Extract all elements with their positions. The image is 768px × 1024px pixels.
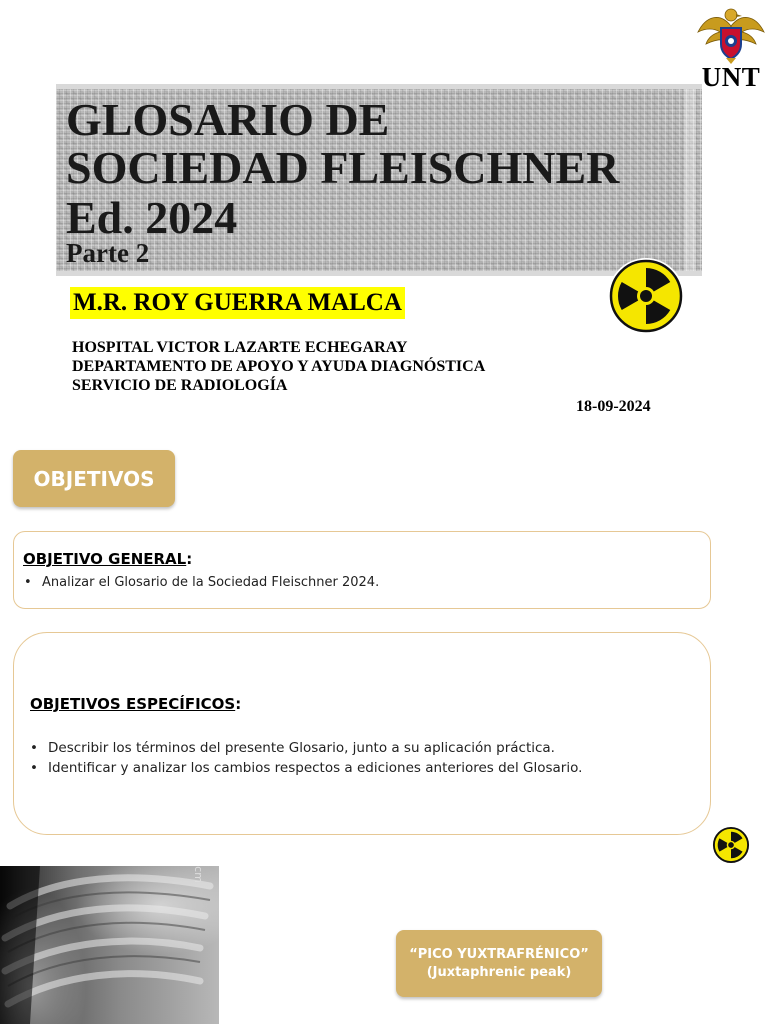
- specific-heading-suffix: :: [235, 695, 242, 713]
- general-objective-list: [22, 575, 379, 590]
- title-line-2: SOCIEDAD FLEISCHNER: [66, 142, 620, 193]
- institution-line-3: SERVICIO DE RADIOLOGÍA: [72, 377, 288, 394]
- objectives-button-label: OBJETIVOS: [33, 466, 155, 491]
- list-item: • Analizar el Glosario de la Sociedad Fleischner 2024.: [22, 575, 379, 590]
- chest-xray-image: [0, 866, 219, 1024]
- institution-block: [72, 338, 485, 395]
- specific-objectives-heading: [30, 695, 241, 713]
- institution-line-1: HOSPITAL VICTOR LAZARTE ECHEGARAY: [72, 339, 408, 356]
- objectives-button[interactable]: [13, 450, 175, 507]
- general-heading-suffix: :: [186, 550, 193, 568]
- title-band: [56, 84, 702, 276]
- author-name: M.R. ROY GUERRA MALCA: [70, 287, 405, 319]
- unt-logo: [696, 6, 766, 92]
- specific-heading-text: OBJETIVOS ESPECÍFICOS: [30, 695, 236, 713]
- peak-label-line-1: “PICO YUXTRAFRÉNICO”: [409, 946, 589, 962]
- radiation-icon: [712, 826, 750, 864]
- general-heading-text: OBJETIVO GENERAL: [23, 550, 187, 568]
- peak-label-line-2: (Juxtaphrenic peak): [426, 964, 572, 980]
- band-stripe: [684, 89, 696, 271]
- presentation-date: 18-09-2024: [576, 398, 651, 415]
- xray-marker: cm: [191, 866, 205, 883]
- title-slide: [0, 0, 768, 432]
- university-crest-icon: [696, 6, 766, 64]
- list-item: • Describir los términos del presente Glosario, junto a su aplicación práctica.: [28, 738, 582, 758]
- title-line-4: Parte 2: [66, 238, 150, 268]
- specific-objectives-card: [13, 632, 711, 835]
- juxtaphrenic-peak-label[interactable]: [396, 930, 602, 997]
- radiation-icon: [606, 256, 686, 336]
- general-objective-heading: [23, 550, 192, 568]
- title-line-1: GLOSARIO DE: [66, 94, 390, 145]
- specific-objectives-list: [28, 738, 582, 778]
- general-objective-card: [13, 531, 711, 609]
- list-item: • Identificar y analizar los cambios respectos a ediciones anteriores del Glosario.: [28, 758, 582, 778]
- institution-line-2: DEPARTAMENTO DE APOYO Y AYUDA DIAGNÓSTICA: [72, 358, 486, 375]
- title-line-3: Ed. 2024: [66, 192, 238, 243]
- logo-text: UNT: [701, 62, 761, 92]
